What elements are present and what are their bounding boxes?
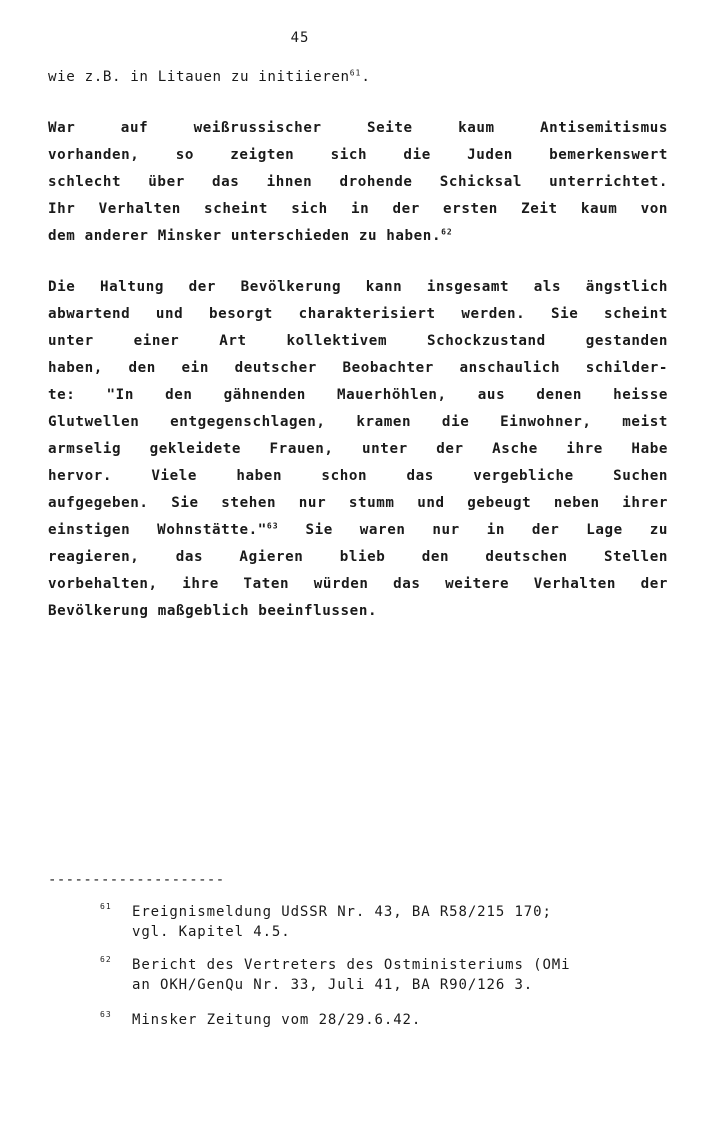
footnote-ref: 62: [441, 227, 453, 237]
continuation-text: wie z.B. in Litauen zu initiieren: [48, 69, 350, 85]
text-line: aufgegeben. Sie stehen nur stumm und gebeugt neben ihrer: [48, 495, 668, 511]
footnote-text: [132, 1010, 421, 1030]
footnote-line: an OKH/GenQu Nr. 33, Juli 41, BA R90/126 3.: [132, 977, 534, 993]
page-number: 45: [290, 30, 310, 46]
footnote-ref: 61: [349, 68, 362, 78]
text-line: Ihr Verhalten scheint sich in der ersten Zeit kaum von: [48, 201, 668, 217]
text-line: Glutwellen entgegenschlagen, kramen die Einwohner, meist: [48, 414, 668, 430]
text-line: vorbehalten, ihre Taten würden das weitere Verhalten der: [48, 576, 668, 592]
text-line: War auf weißrussischer Seite kaum Antisemitismus: [48, 120, 668, 136]
text-line: [48, 64, 668, 91]
text-line: reagieren, das Agieren blieb den deutschen Stellen: [48, 549, 668, 565]
text-line: abwartend und besorgt charakterisiert werden. Sie scheint: [48, 306, 668, 322]
paragraph-1-last-line: dem anderer Minsker unterschieden zu haben.: [48, 228, 442, 244]
footnote-separator: --------------------: [48, 872, 225, 888]
footnote-line: Minsker Zeitung vom 28/29.6.42.: [132, 1012, 422, 1028]
text-line: schlecht über das ihnen drohende Schicksal unterrichtet.: [48, 174, 668, 190]
paragraph-1: [48, 115, 668, 250]
text-line: Die Haltung der Bevölkerung kann insgesamt als ängstlich: [48, 279, 668, 295]
footnote-number: 61: [100, 902, 112, 911]
text-line: [48, 223, 668, 250]
footnote-text: [132, 902, 552, 942]
footnote-line: Ereignismeldung UdSSR Nr. 43, BA R58/215 170;: [132, 904, 552, 920]
quote-end: einstigen Wohnstätte.": [48, 522, 267, 538]
text-line: te: "In den gähnenden Mauerhöhlen, aus denen heisse: [48, 387, 668, 403]
continuation-punct: .: [361, 69, 371, 85]
text-line: haben, den ein deutscher Beobachter anschaulich schilder-: [48, 360, 668, 376]
footnote-number: 62: [100, 955, 112, 964]
footnote-line: Bericht des Vertreters des Ostministeriums (OMi: [132, 957, 571, 973]
text-line: Bevölkerung maßgeblich beeinflussen.: [48, 603, 378, 619]
footnote-line: vgl. Kapitel 4.5.: [132, 924, 291, 940]
footnote-ref: 63: [266, 521, 279, 531]
text-line: armselig gekleidete Frauen, unter der Asche ihre Habe: [48, 441, 668, 457]
paragraph-2: [48, 274, 668, 625]
text-line: [48, 517, 668, 544]
text-line: unter einer Art kollektivem Schockzustand gestanden: [48, 333, 668, 349]
text-line: hervor. Viele haben schon das vergebliche Suchen: [48, 468, 668, 484]
footnote-number: 63: [100, 1010, 112, 1019]
footnote-text: [132, 955, 570, 995]
quote-continuation: Sie waren nur in der Lage zu: [278, 522, 668, 538]
continuation-line: [48, 64, 668, 91]
text-line: vorhanden, so zeigten sich die Juden bemerkenswert: [48, 147, 668, 163]
